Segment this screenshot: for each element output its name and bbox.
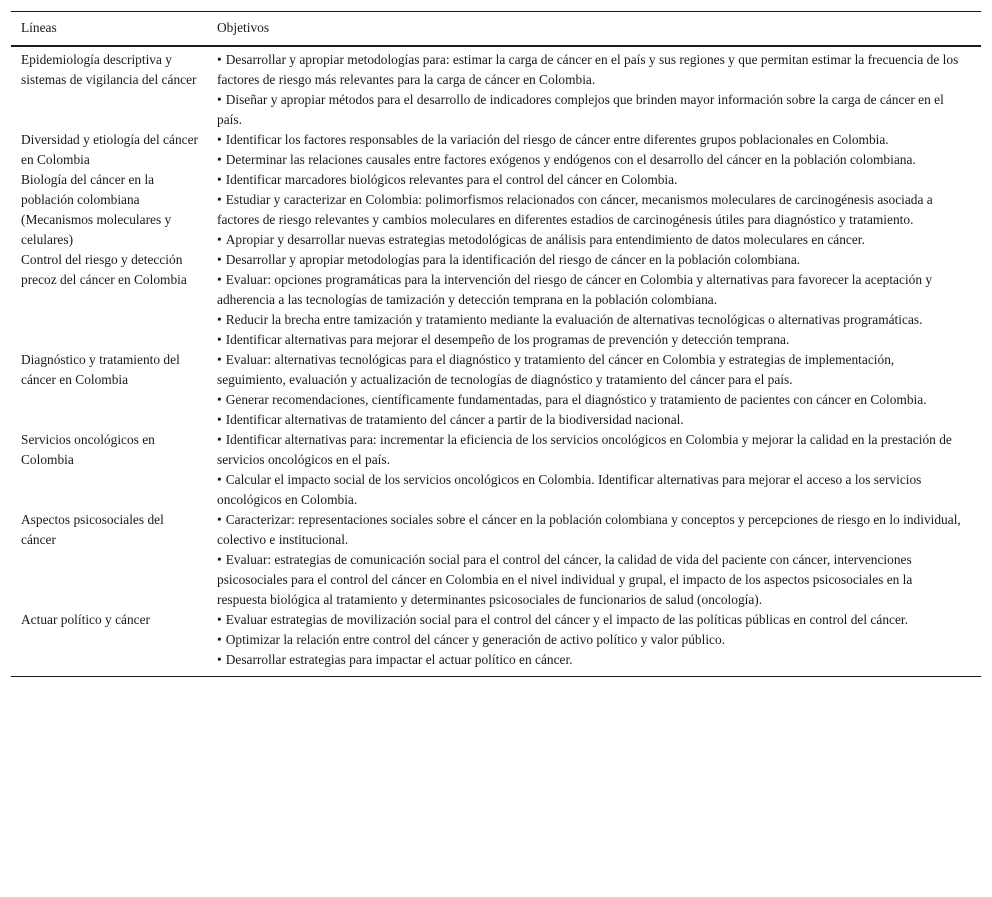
bullet-icon: • [217, 472, 222, 487]
objetivo-item [217, 550, 961, 610]
objetivo-text: Desarrollar y apropiar metodologías para la identificación del riesgo de cáncer en la población colombiana. [225, 252, 801, 267]
objetivo-text: Evaluar: alternativas tecnológicas para el diagnóstico y tratamiento del cáncer en Colombia y estrategias de implementación, seguimiento, evaluación y actualización de tecnologías de diagnóstico y tratamiento del cáncer para el país. [217, 352, 895, 387]
objetivo-item [217, 470, 961, 510]
objetivo-item [217, 170, 961, 190]
table-body [11, 46, 981, 677]
bullet-icon: • [217, 192, 222, 207]
table-row [11, 130, 981, 170]
bullet-icon: • [217, 552, 222, 567]
objetivos-cell [207, 250, 981, 350]
linea-cell: Aspectos psicosociales del cáncer [21, 512, 164, 547]
objectives-table [11, 11, 981, 677]
table-row [11, 510, 981, 610]
objetivo-text: Evaluar: estrategias de comunicación social para el control del cáncer, la calidad de vida del paciente con cáncer, intervenciones psicosociales para el control del cáncer en Colombia en el nivel individual y grupal, el impacto de los aspectos psicosociales en la respuesta biológica al tratamiento y determinantes psicosociales de funcionarios de salud (oncología). [217, 552, 913, 607]
objetivos-cell [207, 170, 981, 250]
objetivo-item [217, 250, 961, 270]
objetivos-cell [207, 350, 981, 430]
objetivos-cell [207, 510, 981, 610]
objetivo-text: Reducir la brecha entre tamización y tratamiento mediante la evaluación de alternativas tecnológicas o alternativas programáticas. [225, 312, 923, 327]
bullet-icon: • [217, 392, 222, 407]
linea-cell: Diversidad y etiología del cáncer en Colombia [21, 132, 198, 167]
objetivo-item [217, 390, 961, 410]
linea-cell: Epidemiología descriptiva y sistemas de vigilancia del cáncer [21, 52, 197, 87]
bullet-icon: • [217, 512, 222, 527]
objetivos-cell [207, 46, 981, 130]
objetivo-item [217, 610, 961, 630]
objetivo-text: Identificar marcadores biológicos relevantes para el control del cáncer en Colombia. [225, 172, 678, 187]
objetivo-text: Optimizar la relación entre control del cáncer y generación de activo político y valor público. [225, 632, 726, 647]
objetivo-item [217, 630, 961, 650]
table-row [11, 610, 981, 677]
objetivo-text: Identificar alternativas para: incrementar la eficiencia de los servicios oncológicos en Colombia y mejorar la calidad en la prestación de servicios oncológicos en el país. [217, 432, 952, 467]
objetivo-item [217, 190, 961, 230]
objetivo-text: Estudiar y caracterizar en Colombia: polimorfismos relacionados con cáncer, mecanismos moleculares de carcinogénesis asociada a factores de riesgo relevantes y cambios moleculares en diferentes estadios de carcinogénesis útiles para diagnóstico y tratamiento. [217, 192, 933, 227]
objetivo-item [217, 330, 961, 350]
bullet-icon: • [217, 272, 222, 287]
objetivo-text: Identificar alternativas para mejorar el desempeño de los programas de prevención y detección temprana. [225, 332, 790, 347]
objetivo-text: Identificar alternativas de tratamiento del cáncer a partir de la biodiversidad nacional. [225, 412, 684, 427]
objetivo-item [217, 50, 961, 90]
linea-cell: Diagnóstico y tratamiento del cáncer en Colombia [21, 352, 180, 387]
objetivo-text: Desarrollar estrategias para impactar el actuar político en cáncer. [225, 652, 573, 667]
objetivos-cell [207, 130, 981, 170]
bullet-icon: • [217, 132, 222, 147]
bullet-icon: • [217, 172, 222, 187]
objetivo-text: Diseñar y apropiar métodos para el desarrollo de indicadores complejos que brinden mayor información sobre la carga de cáncer en el país. [217, 92, 944, 127]
objetivo-text: Identificar los factores responsables de la variación del riesgo de cáncer entre diferentes grupos poblacionales en Colombia. [225, 132, 889, 147]
bullet-icon: • [217, 412, 222, 427]
objetivo-text: Determinar las relaciones causales entre factores exógenos y endógenos con el desarrollo del cáncer en la población colombiana. [225, 152, 916, 167]
bullet-icon: • [217, 432, 222, 447]
bullet-icon: • [217, 612, 222, 627]
bullet-icon: • [217, 332, 222, 347]
objetivo-text: Apropiar y desarrollar nuevas estrategias metodológicas de análisis para entendimiento de datos moleculares en cáncer. [225, 232, 865, 247]
objetivo-text: Generar recomendaciones, científicamente fundamentadas, para el diagnóstico y tratamiento de pacientes con cáncer en Colombia. [225, 392, 927, 407]
objetivo-item [217, 150, 961, 170]
bullet-icon: • [217, 52, 222, 67]
table-row [11, 430, 981, 510]
bullet-icon: • [217, 632, 222, 647]
objetivo-item [217, 310, 961, 330]
header-objetivos: Objetivos [217, 20, 270, 35]
objectives-table-container [11, 11, 981, 677]
objetivo-item [217, 230, 961, 250]
objetivo-item [217, 90, 961, 130]
objetivo-text: Evaluar estrategias de movilización social para el control del cáncer y el impacto de las políticas públicas en control del cáncer. [225, 612, 908, 627]
header-row [11, 12, 981, 47]
objetivo-text: Evaluar: opciones programáticas para la intervención del riesgo de cáncer en Colombia y alternativas para favorecer la aceptación y adherencia a las tecnologías de tamización y detección temprana en la población colombiana. [217, 272, 933, 307]
objetivo-item [217, 650, 961, 670]
objetivos-cell [207, 610, 981, 677]
objetivo-item [217, 130, 961, 150]
objetivo-item [217, 350, 961, 390]
table-row [11, 46, 981, 130]
bullet-icon: • [217, 92, 222, 107]
header-lineas: Líneas [21, 20, 57, 35]
bullet-icon: • [217, 352, 222, 367]
objetivos-cell [207, 430, 981, 510]
bullet-icon: • [217, 152, 222, 167]
objetivo-item [217, 430, 961, 470]
objetivo-text: Desarrollar y apropiar metodologías para: estimar la carga de cáncer en el país y sus regiones y que permitan estimar la frecuencia de los factores de riesgo más relevantes para la carga de cáncer en Colombia. [217, 52, 959, 87]
linea-cell: Biología del cáncer en la población colombiana (Mecanismos moleculares y celulares) [21, 172, 172, 247]
table-row [11, 170, 981, 250]
objetivo-item [217, 270, 961, 310]
linea-cell: Servicios oncológicos en Colombia [21, 432, 155, 467]
table-row [11, 250, 981, 350]
bullet-icon: • [217, 232, 222, 247]
objetivo-item [217, 510, 961, 550]
table-header [11, 12, 981, 47]
objetivo-text: Calcular el impacto social de los servicios oncológicos en Colombia. Identificar alternativas para mejorar el acceso a los servicios oncológicos en Colombia. [217, 472, 922, 507]
bullet-icon: • [217, 252, 222, 267]
objetivo-text: Caracterizar: representaciones sociales sobre el cáncer en la población colombiana y conceptos y percepciones de riesgo en lo individual, colectivo e institucional. [217, 512, 961, 547]
linea-cell: Control del riesgo y detección precoz del cáncer en Colombia [21, 252, 187, 287]
bullet-icon: • [217, 312, 222, 327]
table-row [11, 350, 981, 430]
objetivo-item [217, 410, 961, 430]
linea-cell: Actuar político y cáncer [21, 612, 151, 627]
bullet-icon: • [217, 652, 222, 667]
